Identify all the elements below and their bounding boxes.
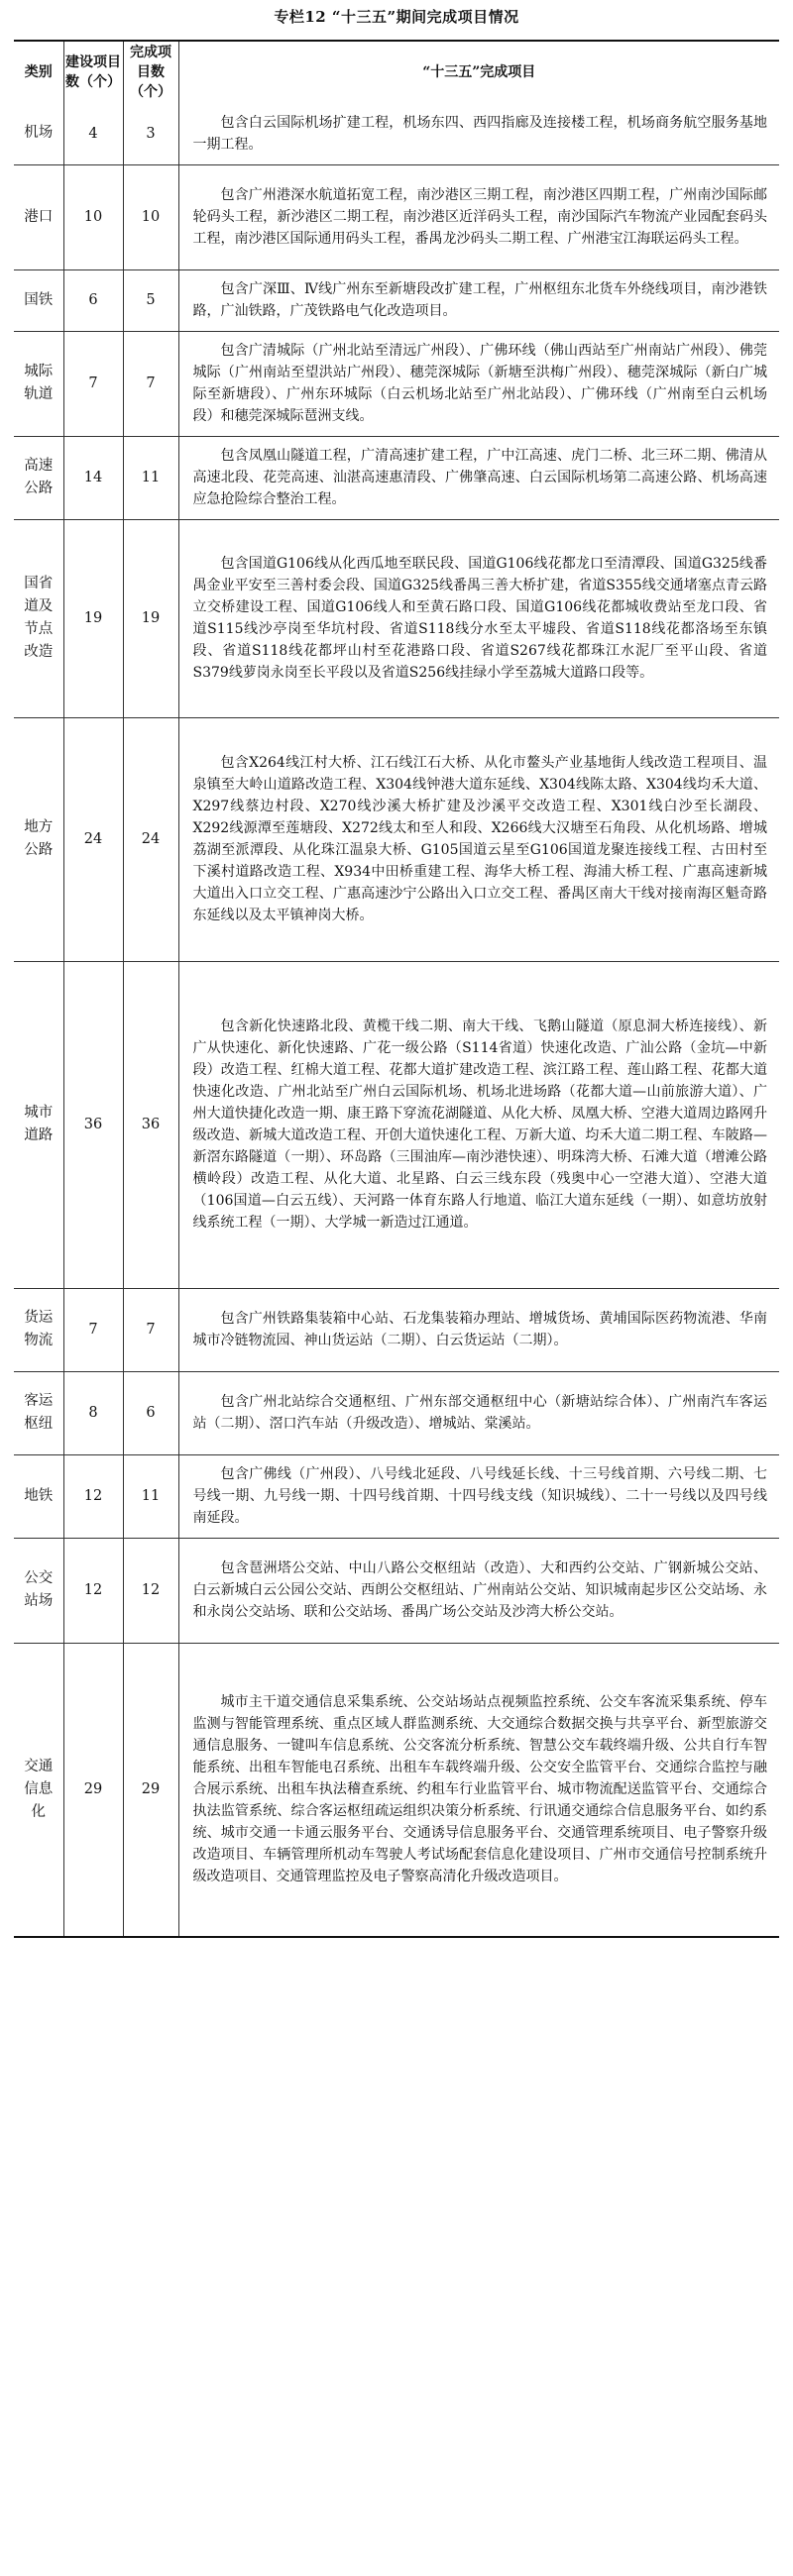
- row-planned-count: 7: [63, 331, 123, 436]
- page-title: 专栏12 “十三五”期间完成项目情况: [274, 8, 519, 26]
- row-category: 城际轨道: [14, 331, 63, 436]
- row-planned-count: 12: [63, 1454, 123, 1538]
- row-category: 公交站场: [14, 1538, 63, 1643]
- row-completed-count: 3: [123, 103, 178, 164]
- row-planned-count: 14: [63, 436, 123, 519]
- table-row: [14, 331, 779, 436]
- header-planned: 建设项目数（个）: [63, 42, 123, 103]
- header-projects: “十三五”完成项目: [422, 64, 536, 80]
- row-category: 国铁: [14, 269, 63, 331]
- table-row: [14, 103, 779, 164]
- row-completed-count: 5: [123, 269, 178, 331]
- row-category: 地方公路: [14, 717, 63, 961]
- row-planned-count: 36: [63, 961, 123, 1288]
- row-completed-count: 12: [123, 1538, 178, 1643]
- row-completed-count: 11: [123, 1454, 178, 1538]
- table-row: [14, 1454, 779, 1538]
- table-row: [14, 961, 779, 1288]
- row-projects: 包含凤凰山隧道工程，广清高速扩建工程，广中江高速、虎门二桥、北三环二期、佛清从高速北段、花莞高速、汕湛高速惠清段、广佛肇高速、白云国际机场第二高速公路、机场高速应急抢险综合整治工程。: [178, 436, 779, 519]
- table-row: [14, 164, 779, 269]
- row-projects: 包含广佛线（广州段）、八号线北延段、八号线延长线、十三号线首期、六号线二期、七号线一期、九号线一期、十四号线首期、十四号线支线（知识城线）、二十一号线以及四号线南延段。: [178, 1454, 779, 1538]
- row-planned-count: 19: [63, 519, 123, 717]
- row-projects: 包含广清城际（广州北站至清远广州段）、广佛环线（佛山西站至广州南站广州段）、佛莞城际（广州南站至望洪站广州段）、穗莞深城际（新塘至洪梅广州段）、穗莞深城际（新白广城际至新塘段）、广州东环城际（白云机场北站至广州北站段）、广佛环线（广州南至白云机场段）和穗莞深城际琶洲支线。: [178, 331, 779, 436]
- row-projects: 包含广深Ⅲ、Ⅳ线广州东至新塘段改扩建工程，广州枢纽东北货车外绕线项目，南沙港铁路，广汕铁路，广茂铁路电气化改造项目。: [178, 269, 779, 331]
- row-planned-count: 24: [63, 717, 123, 961]
- row-projects: 包含国道G106线从化西瓜地至联民段、国道G106线花都龙口至清潭段、国道G325线番禺金业平安至三善村委会段、国道G325线番禺三善大桥扩建，省道S355线交通堵塞点青云路立交桥建设工程、国道G106线人和至黄石路口段、国道G106线花都城收费站至龙口段、省道S115线沙亭岗至华坑村段、省道S118线分水至太平墟段、省道S118线花都洛场至东镇段、省道S118线花都坪山村至花港路口段、省道S267线花都珠江水泥厂至平山段、省道S379线萝岗永岗至长平段以及省道S256线挂绿小学至荔城大道路口段等。: [178, 519, 779, 717]
- row-completed-count: 10: [123, 164, 178, 269]
- table-row: [14, 717, 779, 961]
- row-planned-count: 8: [63, 1371, 123, 1454]
- row-completed-count: 29: [123, 1643, 178, 1936]
- row-planned-count: 12: [63, 1538, 123, 1643]
- header-category: 类别: [14, 42, 63, 103]
- table-header-row: [14, 42, 779, 103]
- projects-table: [14, 42, 779, 1936]
- row-category: 地铁: [14, 1454, 63, 1538]
- row-projects: 城市主干道交通信息采集系统、公交站场站点视频监控系统、公交车客流采集系统、停车监测与智能管理系统、重点区域人群监测系统、大交通综合数据交换与共享平台、新型旅游交通信息服务、一键叫车信息系统、公交客流分析系统、智慧公交车载终端升级、公共自行车智能系统、出租车智能电召系统、出租车车载终端升级、公交安全监管平台、交通综合监控与融合展示系统、出租车执法稽查系统、约租车行业监管平台、城市物流配送监管平台、交通综合执法监管系统、综合客运枢纽疏运组织决策分析系统、行讯通交通综合信息服务平台、如约系统、城市交通一卡通云服务平台、交通诱导信息服务平台、交通管理系统项目、电子警察升级改造项目、车辆管理所机动车驾驶人考试场配套信息化建设项目、广州市交通信号控制系统升级改造项目、交通管理监控及电子警察高清化升级改造项目。: [192, 1694, 767, 1885]
- row-category: 客运枢纽: [14, 1371, 63, 1454]
- row-category: 高速公路: [14, 436, 63, 519]
- table-row: [14, 519, 779, 717]
- row-planned-count: 29: [63, 1643, 123, 1936]
- row-planned-count: 4: [63, 103, 123, 164]
- row-category: 国省道及节点改造: [14, 519, 63, 717]
- row-completed-count: 7: [123, 331, 178, 436]
- row-completed-count: 7: [123, 1288, 178, 1371]
- row-category: 货运物流: [14, 1288, 63, 1371]
- header-completed: 完成项目数（个）: [123, 42, 178, 103]
- row-category: 机场: [14, 103, 63, 164]
- table-row: [14, 1643, 779, 1936]
- row-completed-count: 36: [123, 961, 178, 1288]
- table-row: [14, 436, 779, 519]
- row-projects: 包含琶洲塔公交站、中山八路公交枢纽站（改造）、大和西约公交站、广钢新城公交站、白云新城白云公园公交站、西朗公交枢纽站、广州南站公交站、知识城南起步区公交站场、永和永岗公交站场、联和公交站场、番禺广场公交站及沙湾大桥公交站。: [178, 1538, 779, 1643]
- table-row: [14, 1538, 779, 1643]
- row-category: 城市道路: [14, 961, 63, 1288]
- row-planned-count: 6: [63, 269, 123, 331]
- row-projects: 包含X264线江村大桥、江石线江石大桥、从化市鳌头产业基地街人线改造工程项目、温泉镇至大岭山道路改造工程、X304线钟港大道东延线、X304线陈太路、X304线均禾大道、X297线蔡边村段、X270线沙溪大桥扩建及沙溪平交改造工程、X301线白沙至长湖段、X292线源潭至莲塘段、X272线太和至人和段、X266线大汉塘至石角段、从化机场路、增城荔湖至派潭段、从化珠江温泉大桥、G105国道云星至G106国道龙聚连接线工程、古田村至下溪村道路改造工程、X934中田桥重建工程、海华大桥工程、海浦大桥工程、广惠高速新城大道出入口立交工程、广惠高速沙宁公路出入口立交工程、番禺区南大干线对接南海区魁奇路东延线以及太平镇神岗大桥。: [178, 717, 779, 961]
- row-completed-count: 24: [123, 717, 178, 961]
- row-projects: 包含广州铁路集装箱中心站、石龙集装箱办理站、增城货场、黄埔国际医药物流港、华南城市冷链物流园、神山货运站（二期）、白云货运站（二期）。: [178, 1288, 779, 1371]
- table-row: [14, 1371, 779, 1454]
- row-projects: 包含广州港深水航道拓宽工程，南沙港区三期工程，南沙港区四期工程，广州南沙国际邮轮码头工程，新沙港区二期工程，南沙港区近洋码头工程，南沙国际汽车物流产业园配套码头工程，南沙港区国际通用码头工程，番禺龙沙码头二期工程、广州港宝江海联运码头工程。: [178, 164, 779, 269]
- row-completed-count: 19: [123, 519, 178, 717]
- projects-table-frame: [14, 40, 779, 1938]
- row-planned-count: 7: [63, 1288, 123, 1371]
- row-projects: 包含广州北站综合交通枢纽、广州东部交通枢纽中心（新塘站综合体）、广州南汽车客运站（二期）、滘口汽车站（升级改造）、增城站、棠溪站。: [178, 1371, 779, 1454]
- row-projects: 包含白云国际机场扩建工程，机场东四、西四指廊及连接楼工程，机场商务航空服务基地一期工程。: [178, 103, 779, 164]
- row-category: 港口: [14, 164, 63, 269]
- table-row: [14, 1288, 779, 1371]
- row-completed-count: 11: [123, 436, 178, 519]
- table-row: [14, 269, 779, 331]
- row-completed-count: 6: [123, 1371, 178, 1454]
- row-planned-count: 10: [63, 164, 123, 269]
- row-category: 交通信息化: [14, 1643, 63, 1936]
- row-projects: 包含新化快速路北段、黄榄干线二期、南大干线、飞鹅山隧道（原息洞大桥连接线）、新广从快速化、新化快速路、广花一级公路（S114省道）快速化改造、广汕公路（金坑—中新段）改造工程、红棉大道工程、花都大道扩建改造工程、滨江路工程、莲山路工程、花都大道快速化改造、广州北站至广州白云国际机场、机场北进场路（花都大道—山前旅游大道）、广州大道快捷化改造一期、康王路下穿流花湖隧道、从化大桥、凤凰大桥、空港大道周边路网升级改造、新城大道改造工程、开创大道快速化工程、万新大道、均禾大道二期工程、车陂路—新滘东路隧道（一期）、环岛路（三围油库—南沙港快速）、明珠湾大桥、石滩大道（增滩公路横岭段）改造工程、从化大道、北星路、白云三线东段（残奥中心一空港大道）、空港大道（106国道—白云五线）、天河路一体育东路人行地道、临江大道东延线（一期）、如意坊放射线系统工程（一期）、大学城一新造过江通道。: [178, 961, 779, 1288]
